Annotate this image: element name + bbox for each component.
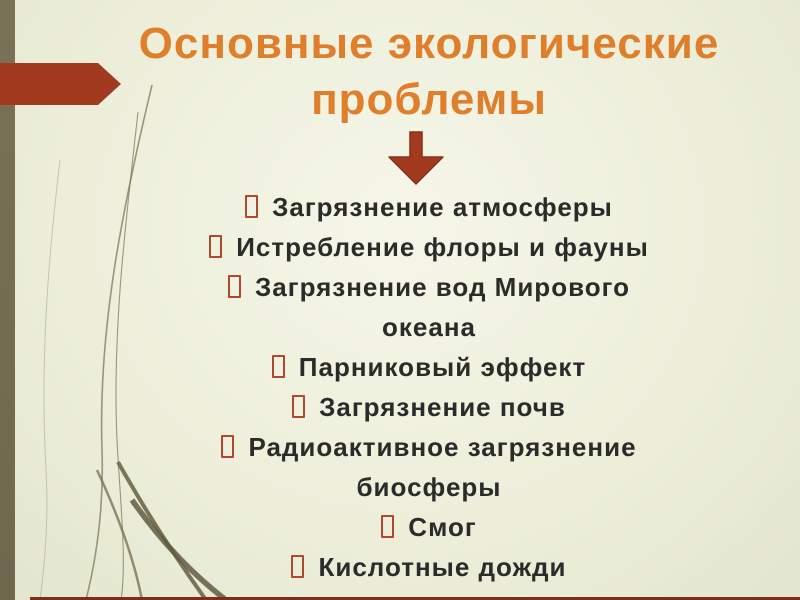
list-item-text: Загрязнение атмосферы	[272, 192, 613, 222]
list-item-line	[58, 347, 800, 387]
slide-title-line-1: Основные экологические	[138, 19, 720, 68]
hollow-rectangle-bullet-icon	[221, 435, 234, 458]
list-item	[58, 387, 800, 427]
hollow-rectangle-bullet-icon	[228, 275, 241, 298]
list-item-line	[58, 547, 800, 587]
list-item	[58, 267, 800, 347]
list-item-line	[58, 307, 800, 347]
problem-list	[58, 187, 800, 587]
hollow-rectangle-bullet-icon	[209, 235, 222, 258]
list-item-text: Радиоактивное загрязнение	[248, 432, 637, 462]
hollow-rectangle-bullet-icon	[272, 355, 285, 378]
list-item-line	[58, 507, 800, 547]
list-item-text: Кислотные дожди	[318, 552, 567, 582]
hollow-rectangle-bullet-icon	[381, 515, 394, 538]
list-item	[58, 547, 800, 587]
list-item-line	[58, 227, 800, 267]
list-item-line	[58, 267, 800, 307]
list-item-text: океана	[382, 312, 476, 342]
list-item-line	[58, 387, 800, 427]
list-item-text: биосферы	[356, 472, 502, 502]
list-item	[58, 187, 800, 227]
slide-title	[58, 16, 800, 128]
hollow-rectangle-bullet-icon	[291, 555, 304, 578]
list-item	[58, 507, 800, 547]
list-item-line	[58, 467, 800, 507]
slide-title-line-2: проблемы	[311, 75, 547, 124]
list-item	[58, 347, 800, 387]
list-item-text: Загрязнение вод Мирового	[255, 272, 630, 302]
list-item-line	[58, 187, 800, 227]
list-item-text: Парниковый эффект	[298, 352, 587, 382]
hollow-rectangle-bullet-icon	[292, 395, 305, 418]
down-arrow-icon	[387, 131, 445, 185]
list-item-text: Загрязнение почв	[319, 392, 566, 422]
hollow-rectangle-bullet-icon	[245, 195, 258, 218]
list-item	[58, 427, 800, 507]
list-item-line	[58, 427, 800, 467]
list-item-text: Истребление флоры и фауны	[236, 232, 649, 262]
list-item-text: Смог	[408, 512, 477, 542]
list-item	[58, 227, 800, 267]
